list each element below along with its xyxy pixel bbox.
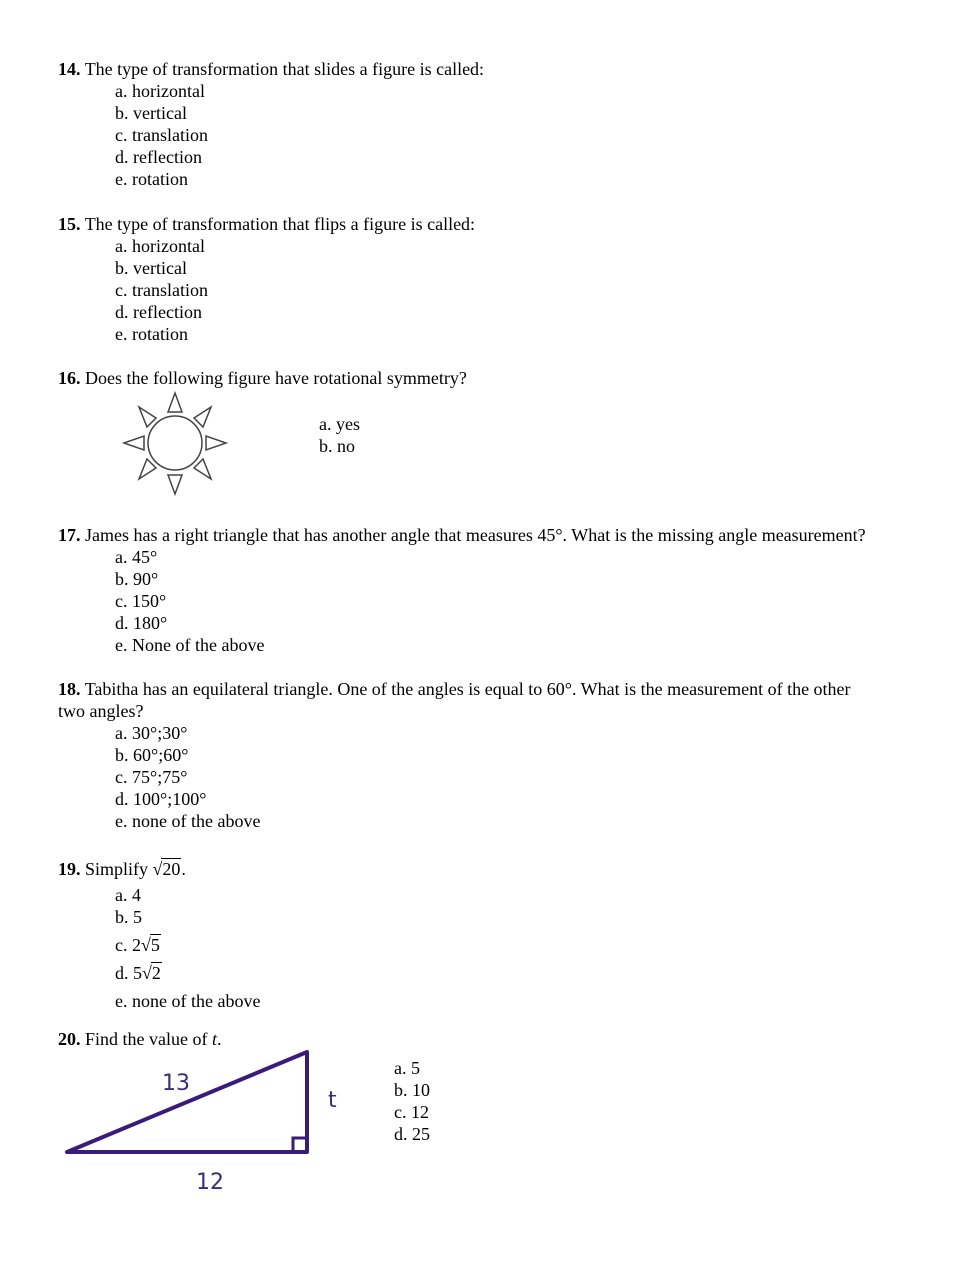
question-text: The type of transformation that flips a figure is called: [84,214,476,234]
right-triangle-figure [58,1044,358,1200]
question-text-line1: Tabitha has an equilateral triangle. One of the angles is equal to 60°. What is the measurement of the other [84,679,851,699]
question-14 [58,58,484,80]
question-number: 17. [58,525,81,545]
question-16-options [319,413,360,457]
question-text: Does the following figure have rotational symmetry? [85,368,467,388]
option-b[interactable]: b. 5 [115,907,142,927]
question-period: . [181,859,186,879]
question-15 [58,213,475,235]
square-root [141,934,161,956]
option-b[interactable]: b. no [319,436,355,456]
option-a[interactable]: a. 30°;30° [115,723,188,743]
option-c[interactable]: c. 150° [115,591,167,611]
option-d[interactable]: d. 100°;100° [115,789,207,809]
question-15-options [115,235,208,345]
right-angle-marker [293,1138,307,1152]
radical-sign-icon: √ [141,935,151,955]
question-text-line2: two angles? [58,701,144,721]
option-e[interactable]: e. rotation [115,324,188,344]
option-b[interactable]: b. 90° [115,569,159,589]
coefficient: 2 [132,935,141,955]
option-a[interactable]: a. horizontal [115,81,205,101]
option-a[interactable]: a. 45° [115,547,158,567]
option-b[interactable]: b. 60°;60° [115,745,189,765]
option-d[interactable]: d. 25 [394,1124,430,1144]
option-label: d. [115,963,129,983]
question-14-options [115,80,208,190]
question-text: The type of transformation that slides a figure is called: [84,59,485,79]
option-a[interactable]: a. 4 [115,885,141,905]
option-e[interactable]: e. None of the above [115,635,265,655]
question-18-options [115,722,260,832]
sun-figure [118,388,232,500]
radicand: 2 [151,963,161,983]
coefficient: 5 [133,963,142,983]
radical-sign-icon: √ [142,963,152,983]
question-19 [58,858,186,880]
question-text: Find the value of [85,1029,208,1049]
option-c[interactable]: c. 75°;75° [115,767,188,787]
hypotenuse-label: 13 [162,1071,190,1096]
option-e[interactable]: e. rotation [115,169,188,189]
option-c[interactable] [115,928,260,962]
question-17 [58,524,866,546]
sun-icon [124,393,226,494]
option-d[interactable] [115,962,260,990]
square-root [153,858,182,880]
question-number: 15. [58,214,81,234]
option-c[interactable]: c. translation [115,280,208,300]
option-c[interactable]: c. translation [115,125,208,145]
radical-sign-icon: √ [152,859,163,879]
question-text: Simplify [85,859,149,879]
question-number: 14. [58,59,81,79]
base-label: 12 [196,1170,224,1195]
radicand: 5 [150,935,160,955]
height-label: t [328,1088,337,1113]
question-text: James has a right triangle that has another angle that measures 45°. What is the missing angle measurement? [85,525,866,545]
option-b[interactable]: b. 10 [394,1080,430,1100]
question-number: 16. [58,368,81,388]
option-d[interactable]: d. 180° [115,613,168,633]
option-b[interactable]: b. vertical [115,258,187,278]
triangle-shape [67,1052,307,1152]
question-period: . [217,1029,222,1049]
option-c[interactable]: c. 12 [394,1102,429,1122]
option-a[interactable]: a. 5 [394,1058,420,1078]
option-b[interactable]: b. vertical [115,103,187,123]
question-number: 18. [58,679,81,699]
question-16 [58,367,467,389]
question-17-options [115,546,264,656]
option-e[interactable]: e. none of the above [115,811,261,831]
question-number: 20. [58,1029,81,1049]
option-d[interactable]: d. reflection [115,302,202,322]
option-a[interactable]: a. horizontal [115,236,205,256]
question-19-options [115,884,260,1012]
question-18 [58,678,851,722]
question-20-options [394,1057,430,1145]
option-e[interactable]: e. none of the above [115,991,261,1011]
variable-t: t [211,1029,217,1049]
question-number: 19. [58,859,81,879]
option-label: c. [115,935,128,955]
square-root [142,962,162,984]
option-d[interactable]: d. reflection [115,147,202,167]
radicand: 20 [162,859,181,879]
option-a[interactable]: a. yes [319,414,360,434]
